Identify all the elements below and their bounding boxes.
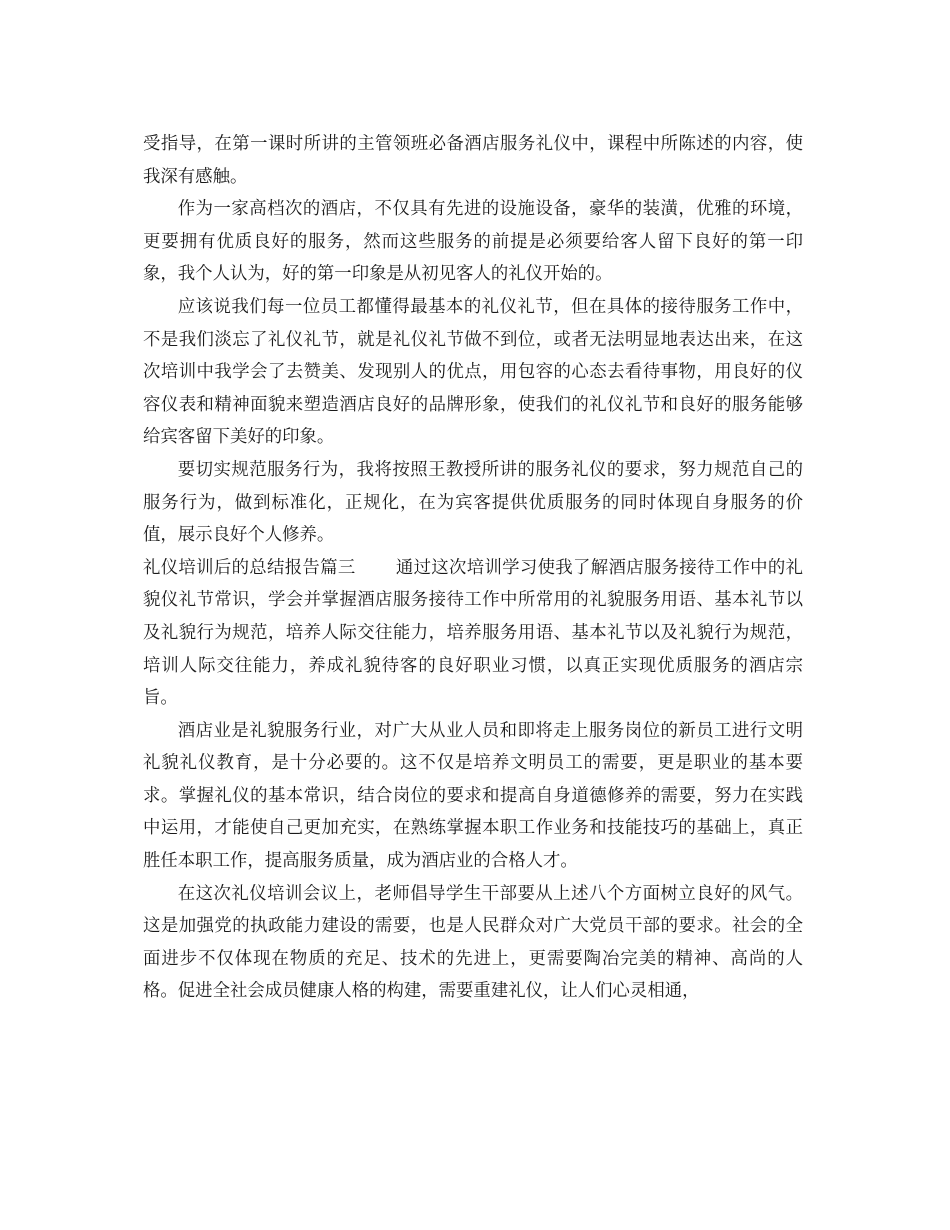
paragraph-service-standards: 要切实规范服务行为，我将按照王教授所讲的服务礼仪的要求，努力规范自己的服务行为，做到标准化，正规化，在为宾客提供优质服务的同时体现自身服务的价值，展示良好个人修养。 (143, 459, 803, 546)
section-paragraph (143, 552, 803, 715)
section-intro-text: 通过这次培训学习使我了解酒店服务接待工作中的礼貌仪礼节常识，学会并掌握酒店服务接待工作中所常用的礼貌服务用语、基本礼节以及礼貌行为规范，培养人际交往能力，培养服务用语、基本礼节以及礼貌行为规范，培训人际交往能力，养成礼貌待客的良好职业习惯，以真正实现优质服务的酒店宗旨。 (143, 557, 803, 709)
paragraph-etiquette-basics: 应该说我们每一位员工都懂得最基本的礼仪礼节，但在具体的接待服务工作中，不是我们淡忘了礼仪礼节，就是礼仪礼节做不到位，或者无法明显地表达出来，在这次培训中我学会了去赞美、发现别人的优点，用包容的心态去看待事物，用良好的仪容仪表和精神面貌来塑造酒店良好的品牌形象，使我们的礼仪礼节和良好的服务能够给宾客留下美好的印象。 (143, 296, 803, 448)
section-heading: 礼仪培训后的总结报告篇三 (143, 557, 356, 578)
paragraph-hotel-industry: 酒店业是礼貌服务行业，对广大从业人员和即将走上服务岗位的新员工进行文明礼貌礼仪教育，是十分必要的。这不仅是培养文明员工的需要，更是职业的基本要求。掌握礼仪的基本常识，结合岗位的要求和提高自身道德修养的需要，努力在实践中运用，才能使自己更加充实，在熟练掌握本职工作业务和技能技巧的基础上，真正胜任本职工作，提高服务质量，成为酒店业的合格人才。 (143, 720, 803, 872)
paragraph-continued: 受指导，在第一课时所讲的主管领班必备酒店服务礼仪中，课程中所陈述的内容，使我深有感触。 (143, 134, 803, 187)
paragraph-training-meeting: 在这次礼仪培训会议上，老师倡导学生干部要从上述八个方面树立良好的风气。这是加强党的执政能力建设的需要，也是人民群众对广大党员干部的要求。社会的全面进步不仅体现在物质的充足、技术的先进上，更需要陶冶完美的精神、高尚的人格。促进全社会成员健康人格的构建，需要重建礼仪，让人们心灵相通， (143, 883, 803, 1002)
document-body (143, 128, 803, 1008)
paragraph-hotel-first-impression: 作为一家高档次的酒店，不仅具有先进的设施设备，豪华的装潢，优雅的环境，更要拥有优质良好的服务，然而这些服务的前提是必须要给客人留下良好的第一印象，我个人认为，好的第一印象是从初见客人的礼仪开始的。 (143, 199, 803, 285)
